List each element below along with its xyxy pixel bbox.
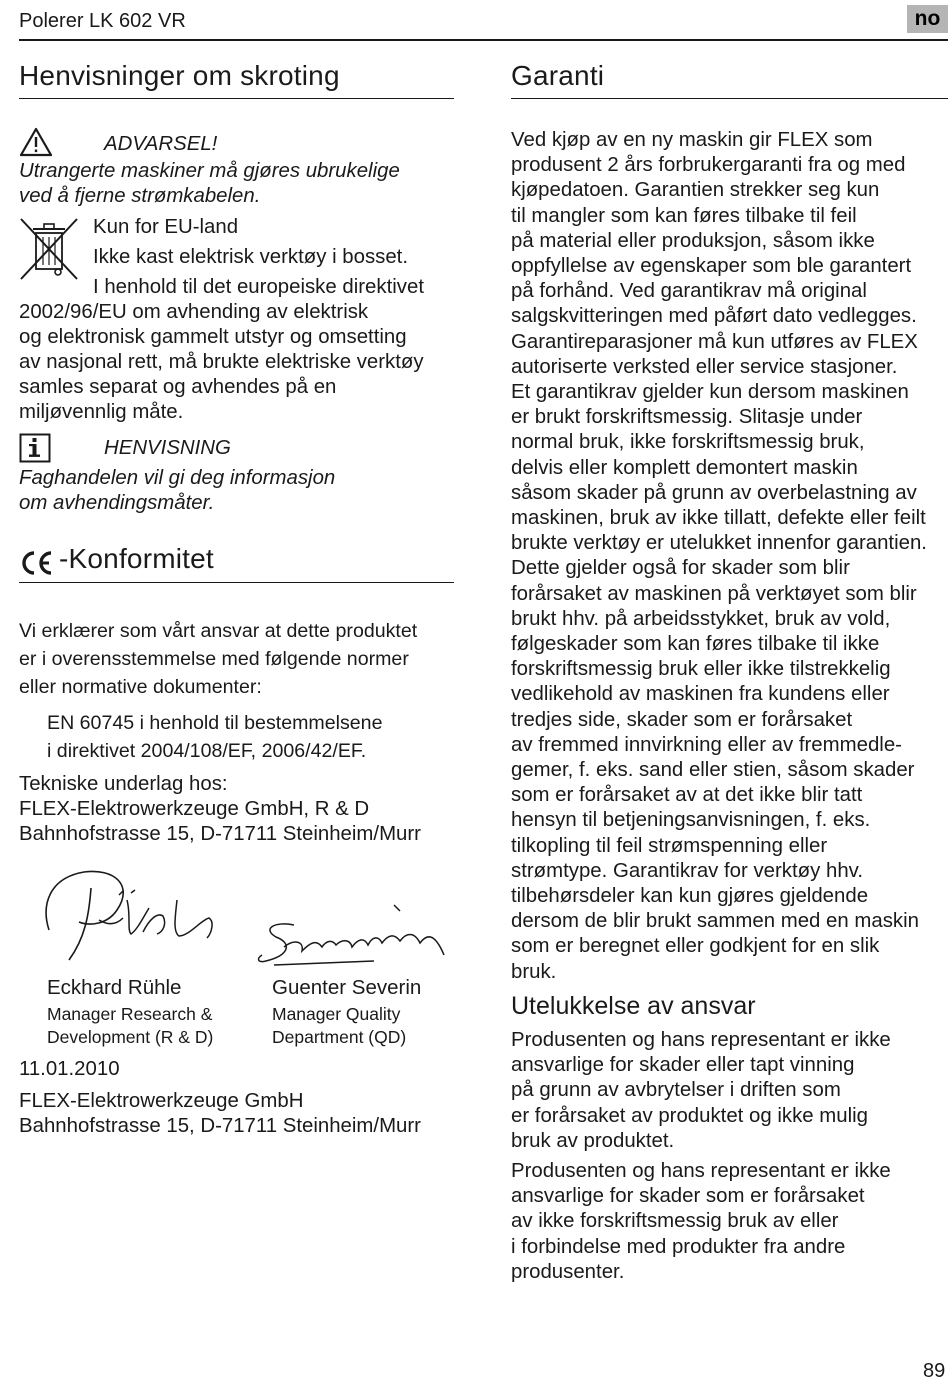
note-label: HENVISNING [104, 437, 231, 459]
eu-only-text: Kun for EU-land [93, 216, 239, 238]
text-line: tredjes side, skader som er forårsaket [511, 708, 853, 731]
warning-text-line: ved å fjerne strømkabelen. [19, 185, 261, 207]
signer2-role: Department (QD) [272, 1027, 407, 1047]
directive-line: og elektronisk gammelt utstyr og omsetting [19, 326, 407, 348]
text-line: følgeskader som kan føres tilbake til ikke [511, 633, 880, 655]
text-line: på grunn av avbrytelser i driften som [511, 1079, 841, 1102]
text-line: bruk av produktet. [511, 1129, 675, 1152]
tech-docs-line: Bahnhofstrasse 15, D-71711 Steinheim/Murr [19, 823, 421, 845]
text-line: forårsaket av maskinen på verktøyet som blir [511, 582, 917, 605]
text-line: Produsenten og hans representant er ikke [511, 1160, 891, 1182]
text-line: er forårsaket av produktet og ikke mulig [511, 1104, 869, 1127]
text-line: vedlikehold av maskinen fra kundens eller [511, 683, 890, 706]
text-line: dersom de blir brukt sammen med en maskin [511, 910, 919, 933]
text-line: hensyn til betjeningsanvisningen, f. eks. [511, 809, 871, 832]
disposal-heading: Henvisninger om skroting [19, 60, 340, 91]
text-line: strømtype. Garantikrav for verktøy hhv. [511, 859, 864, 882]
warranty-heading-rule [511, 98, 948, 99]
directive-line: av nasjonal rett, må brukte elektriske verktøy [19, 351, 424, 373]
text-line: tilbehørsdeler kan kun gjøres gjeldende [511, 885, 869, 907]
liability-heading: Utelukkelse av ansvar [511, 992, 756, 1020]
text-line: autoriserte verksted eller service stasjoner. [511, 355, 898, 378]
conformity-intro-line: Vi erklærer som vårt ansvar at dette produktet [19, 620, 418, 642]
note-text-line: Faghandelen vil gi deg informasjon [19, 467, 336, 489]
conformity-heading: -Konformitet [59, 543, 214, 574]
signer2-role: Manager Quality [272, 1004, 401, 1024]
conformity-intro-line: eller normative dokumenter: [19, 676, 262, 698]
text-line: produsenter. [511, 1260, 625, 1283]
text-line: tilkopling til feil strømspenning eller [511, 834, 828, 857]
signer1-role: Development (R & D) [47, 1027, 214, 1047]
text-line: ansvarlige for skader som er forårsaket [511, 1185, 865, 1208]
text-line: som er forårsaket av at det ikke blir tatt [511, 784, 863, 807]
text-line: maskinen, bruk av ikke tillatt, defekte eller feilt [511, 507, 926, 529]
directive-line: miljøvennlig måte. [19, 401, 184, 423]
signer1-role: Manager Research & [47, 1004, 213, 1024]
text-line: delvis eller komplett demontert maskin [511, 456, 858, 479]
text-line: salgskvitteringen med påført dato vedlegges. [511, 305, 917, 328]
ce-mark-icon [19, 549, 55, 582]
text-line: bruk. [511, 960, 557, 983]
text-line: Produsenten og hans representant er ikke [511, 1029, 891, 1051]
page-number: 89 [923, 1360, 946, 1382]
text-line: til mangler som kan føres tilbake til feil [511, 204, 857, 227]
warning-text-line: Utrangerte maskiner må gjøres ubrukelige [19, 160, 400, 182]
text-line: brukt hhv. på arbeidsstykket, bruk av vold, [511, 607, 891, 630]
signer2-name: Guenter Severin [272, 976, 422, 999]
text-line: på material eller produksjon, såsom ikke [511, 229, 875, 252]
text-line: kjøpedatoen. Garantien strekker seg kun [511, 179, 880, 202]
text-line: oppfyllelse av egenskaper som ble garantert [511, 255, 912, 277]
conformity-intro-line: er i overensstemmelse med følgende normer [19, 648, 409, 670]
document-header-title: Polerer LK 602 VR [19, 10, 186, 32]
text-line: Garantireparasjoner må kun utføres av FLEX [511, 330, 918, 353]
signature-severin [254, 895, 454, 980]
standard-line: i direktivet 2004/108/EF, 2006/42/EF. [47, 740, 367, 762]
text-line: normal bruk, ikke forskriftsmessig bruk, [511, 431, 865, 454]
directive-line: samles separat og avhendes på en [19, 376, 337, 398]
company-line: FLEX-Elektrowerkzeuge GmbH [19, 1090, 304, 1112]
text-line: gemer, f. eks. sand eller stien, såsom skader [511, 759, 915, 781]
warning-triangle-icon [19, 127, 53, 162]
signature-ruhle [39, 860, 239, 975]
text-line: Dette gjelder også for skader som blir [511, 557, 850, 580]
language-badge: no [907, 5, 948, 33]
crossed-out-bin-icon [19, 217, 79, 286]
disposal-heading-rule [19, 98, 454, 99]
declaration-date: 11.01.2010 [19, 1058, 120, 1080]
text-line: er brukt forskriftsmessig. Slitasje under [511, 406, 863, 429]
text-line: av fremmed innvirkning eller av fremmedle- [511, 733, 902, 756]
warning-label: ADVARSEL! [104, 133, 218, 155]
warranty-heading: Garanti [511, 60, 605, 91]
text-line: Et garantikrav gjelder kun dersom maskinen [511, 381, 909, 403]
text-line: såsom skader på grunn av overbelastning av [511, 481, 917, 504]
info-icon [19, 433, 51, 468]
text-line: forskriftsmessig bruk eller ikke tilstrekkelig [511, 658, 891, 681]
text-line: Ved kjøp av en ny maskin gir FLEX som [511, 129, 873, 151]
text-line: på forhånd. Ved garantikrav må original [511, 280, 867, 303]
conformity-heading-rule [19, 582, 454, 583]
no-bin-text: Ikke kast elektrisk verktøy i bosset. [93, 246, 409, 268]
note-text-line: om avhendingsmåter. [19, 492, 215, 514]
company-line: Bahnhofstrasse 15, D-71711 Steinheim/Murr [19, 1115, 421, 1137]
directive-line: 2002/96/EU om avhending av elektrisk [19, 301, 369, 323]
header-rule [19, 39, 948, 41]
directive-line: I henhold til det europeiske direktivet [93, 276, 424, 298]
text-line: ansvarlige for skader eller tapt vinning [511, 1054, 855, 1077]
standard-line: EN 60745 i henhold til bestemmelsene [47, 712, 383, 734]
text-line: produsent 2 års forbrukergaranti fra og med [511, 154, 906, 177]
text-line: brukte verktøy er utelukket innenfor garantien. [511, 532, 927, 555]
tech-docs-line: Tekniske underlag hos: [19, 773, 228, 795]
text-line: i forbindelse med produkter fra andre [511, 1235, 846, 1258]
text-line: av ikke forskriftsmessig bruk av eller [511, 1210, 839, 1233]
text-line: som er beregnet eller godkjent for en slik [511, 935, 880, 958]
tech-docs-line: FLEX-Elektrowerkzeuge GmbH, R & D [19, 798, 370, 820]
signer1-name: Eckhard Rühle [47, 976, 182, 999]
